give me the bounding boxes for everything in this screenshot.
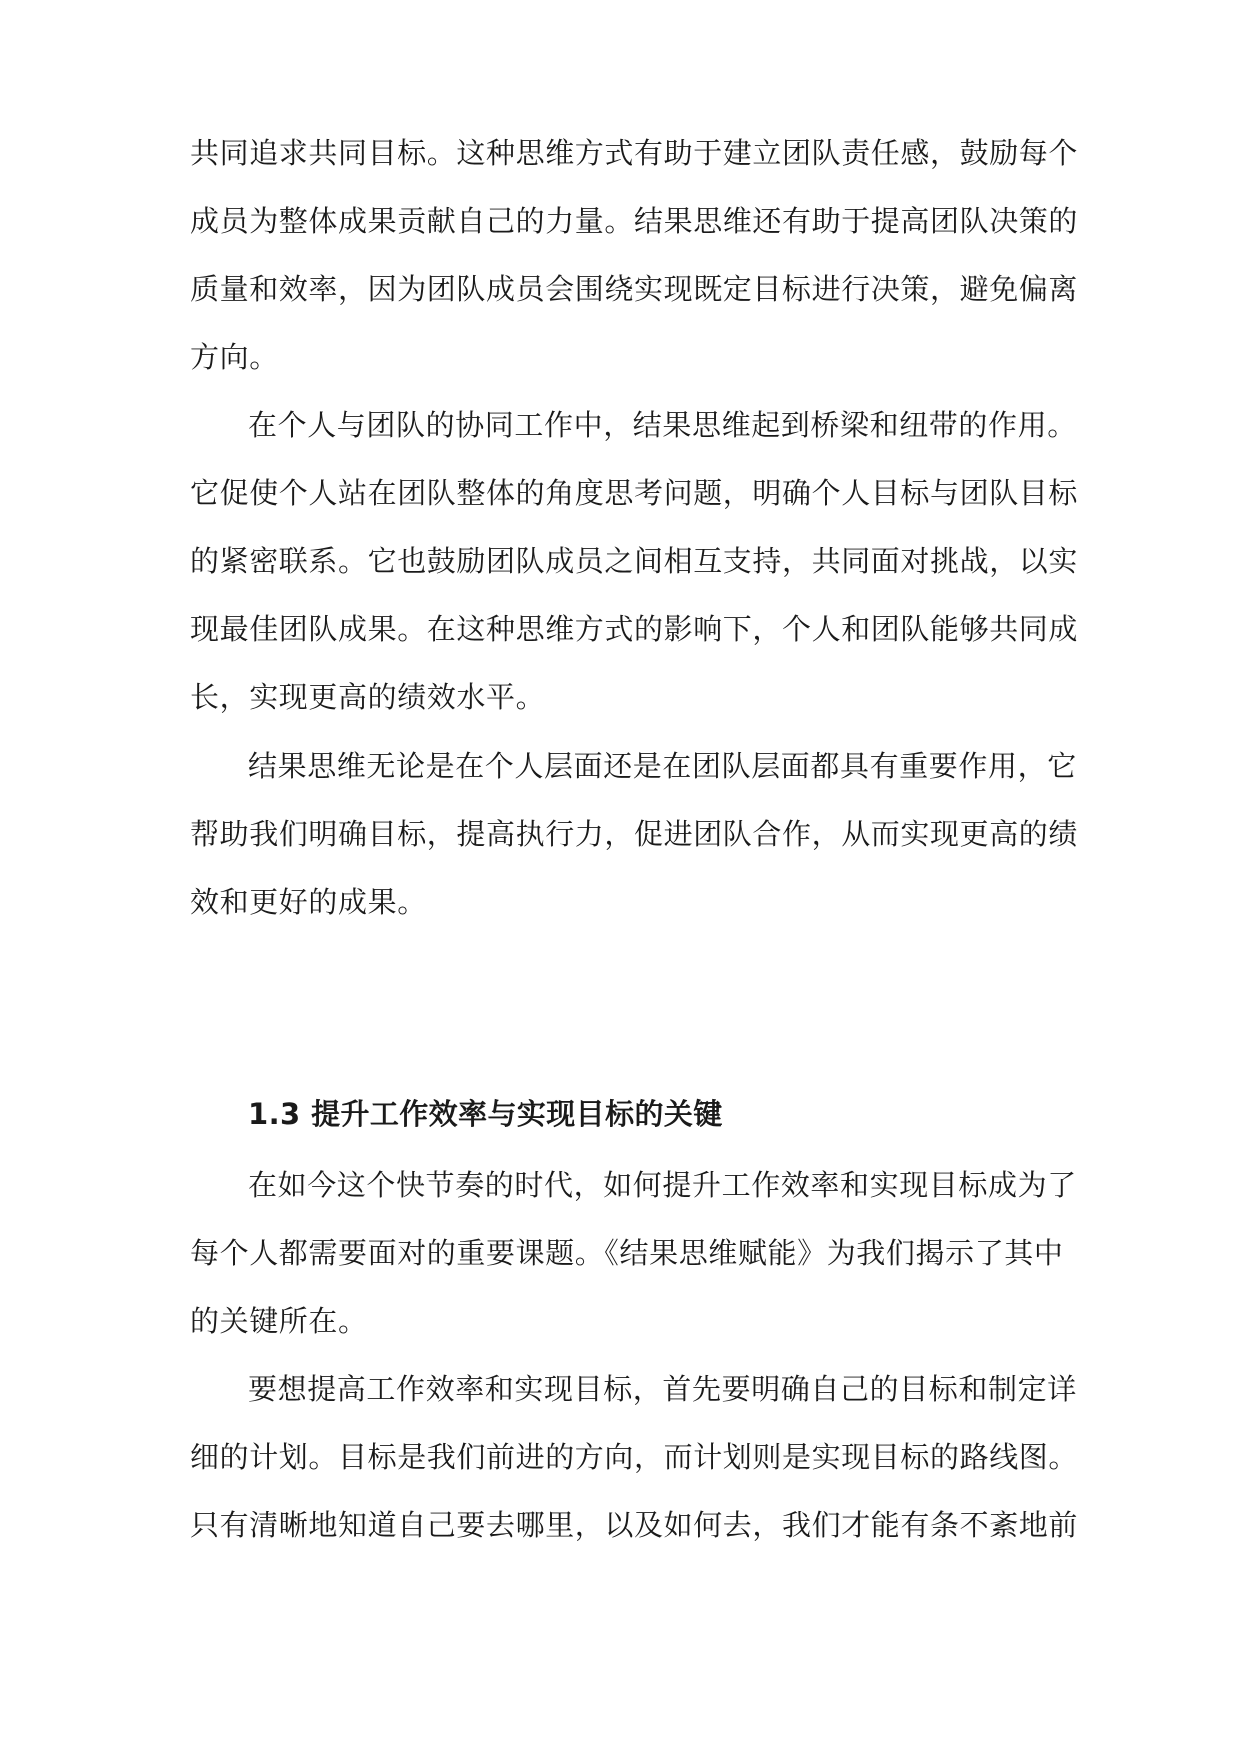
- text-line: 只有清晰地知道自己要去哪里，以及如何去，我们才能有条不紊地前: [190, 1508, 1079, 1542]
- text-line: 质量和效率，因为团队成员会围绕实现既定目标进行决策，避免偏离: [190, 272, 1079, 306]
- text-line: 共同追求共同目标。这种思维方式有助于建立团队责任感，鼓励每个: [190, 136, 1079, 170]
- text-line: 方向。: [190, 340, 279, 374]
- text-line: 在个人与团队的协同工作中，结果思维起到桥梁和纽带的作用。: [248, 408, 1077, 442]
- text-line: 的关键所在。: [190, 1304, 368, 1338]
- text-line: 现最佳团队成果。在这种思维方式的影响下，个人和团队能够共同成: [190, 612, 1079, 646]
- text-line: 要想提高工作效率和实现目标，首先要明确自己的目标和制定详: [248, 1372, 1077, 1406]
- text-line: 在如今这个快节奏的时代，如何提升工作效率和实现目标成为了: [248, 1168, 1077, 1202]
- text-line: 帮助我们明确目标，提高执行力，促进团队合作，从而实现更高的绩: [190, 817, 1079, 851]
- text-line: 它促使个人站在团队整体的角度思考问题，明确个人目标与团队目标: [190, 476, 1079, 510]
- text-line: 效和更好的成果。: [190, 885, 427, 919]
- text-line: 细的计划。目标是我们前进的方向，而计划则是实现目标的路线图。: [190, 1440, 1079, 1474]
- text-line: 的紧密联系。它也鼓励团队成员之间相互支持，共同面对挑战，以实: [190, 544, 1079, 578]
- section-heading: 1.3 提升工作效率与实现目标的关键: [248, 1097, 723, 1131]
- text-line: 长，实现更高的绩效水平。: [190, 680, 546, 714]
- text-line: 每个人都需要面对的重要课题。《结果思维赋能》为我们揭示了其中: [190, 1236, 1064, 1270]
- text-line: 结果思维无论是在个人层面还是在团队层面都具有重要作用，它: [248, 749, 1077, 783]
- text-line: 成员为整体成果贡献自己的力量。结果思维还有助于提高团队决策的: [190, 204, 1079, 238]
